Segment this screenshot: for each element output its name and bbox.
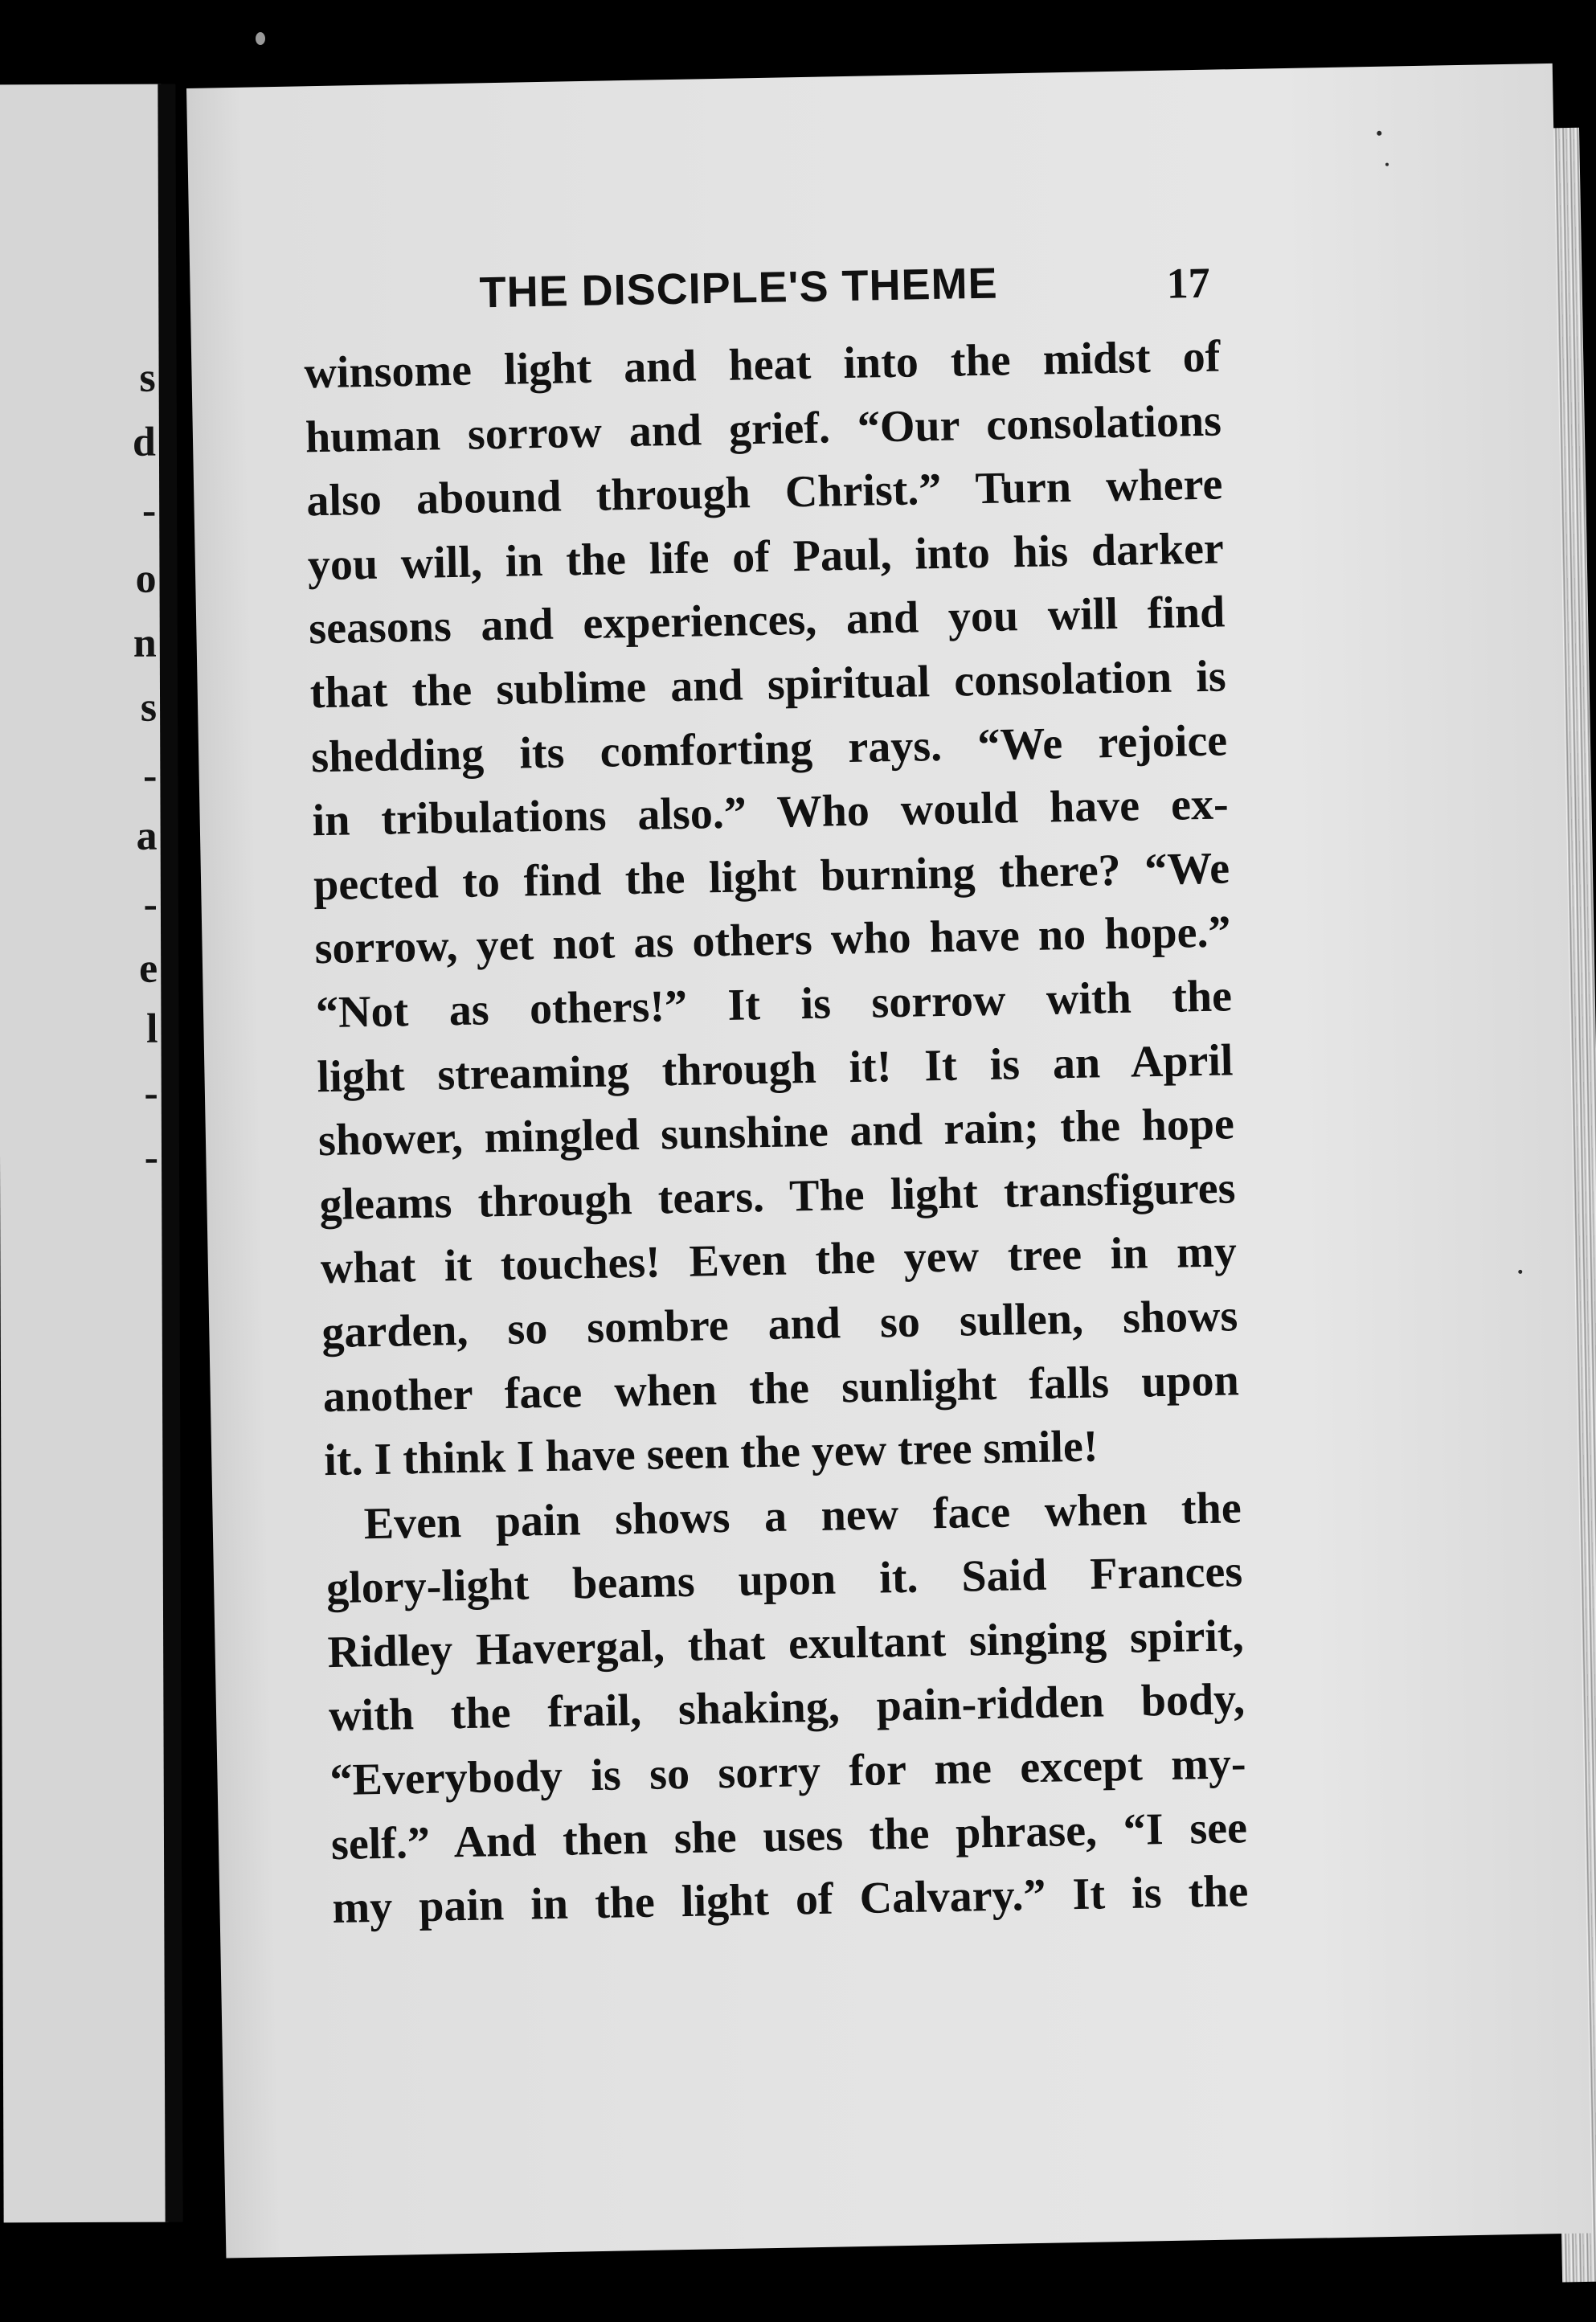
text-line: pected to find the light burning there? “We: [313, 843, 1230, 911]
text-line: also abound through Christ.” Turn where: [305, 459, 1223, 526]
left-page-gutter: [158, 84, 182, 2222]
text-line: what it touches! Even the yew tree in my: [320, 1227, 1238, 1294]
left-edge-glyph: s: [140, 684, 158, 731]
text-line: “Not as others!” It is sorrow with the: [315, 971, 1233, 1038]
left-page-fragment: [0, 84, 169, 2223]
left-edge-glyph: -: [144, 1134, 159, 1181]
text-line: another face when the sunlight falls upon: [322, 1354, 1240, 1422]
text-line: garden, so sombre and so sullen, shows: [321, 1291, 1238, 1358]
text-line: glory-light beams upon it. Said Frances: [325, 1546, 1243, 1614]
text-line: human sorrow and grief. “Our consolations: [305, 395, 1222, 462]
left-edge-glyph: l: [145, 1005, 158, 1052]
scan-speck: [256, 32, 265, 45]
text-line: you will, in the life of Paul, into his darker: [307, 523, 1225, 591]
body-text: [304, 325, 1249, 1940]
left-edge-glyph: n: [133, 620, 157, 666]
text-line: winsome light and heat into the midst of: [303, 331, 1221, 399]
text-line: it. I think I have seen the yew tree smile!: [323, 1421, 1099, 1486]
text-line: gleams through tears. The light transfigures: [318, 1163, 1236, 1230]
text-line: light streaming through it! It is an April: [316, 1034, 1234, 1102]
left-edge-glyph: a: [136, 813, 158, 859]
left-edge-glyph: e: [139, 945, 158, 992]
text-line: with the frail, shaking, pain-ridden body,: [328, 1674, 1246, 1742]
text-line: sorrow, yet not as others who have no hope.”: [314, 907, 1232, 974]
book-page: [186, 63, 1592, 2259]
text-line: “Everybody is so sorry for me except my-: [329, 1738, 1246, 1806]
left-edge-glyph: d: [132, 419, 157, 465]
running-head: [190, 248, 1557, 330]
paper-speck: [1518, 1270, 1522, 1274]
text-line: self.” And then she uses the phrase, “I see: [330, 1802, 1248, 1869]
left-edge-glyph: -: [142, 752, 158, 799]
text-line: that the sublime and spiritual consolation is: [309, 651, 1227, 719]
text-line: in tribulations also.” Who would have ex-: [312, 779, 1230, 846]
text-line: my pain in the light of Calvary.” It is the: [331, 1866, 1249, 1934]
running-head-title: THE DISCIPLE'S THEME: [479, 259, 999, 317]
left-edge-glyph: s: [139, 354, 156, 401]
text-line: shower, mingled sunshine and rain; the hope: [317, 1099, 1235, 1166]
text-line: seasons and experiences, and you will find: [308, 587, 1226, 654]
text-line: Ridley Havergal, that exultant singing spirit,: [327, 1611, 1245, 1677]
paper-speck: [1377, 131, 1381, 136]
left-edge-glyph: -: [141, 487, 157, 534]
page-number: 17: [1166, 258, 1211, 308]
text-line: Even pain shows a new face when the: [363, 1482, 1242, 1549]
paper-speck: [1385, 163, 1389, 166]
left-edge-glyph: -: [143, 881, 158, 928]
text-line: shedding its comforting rays. “We rejoice: [310, 715, 1228, 782]
left-edge-glyph: -: [144, 1070, 158, 1116]
left-edge-glyph: o: [135, 555, 157, 602]
